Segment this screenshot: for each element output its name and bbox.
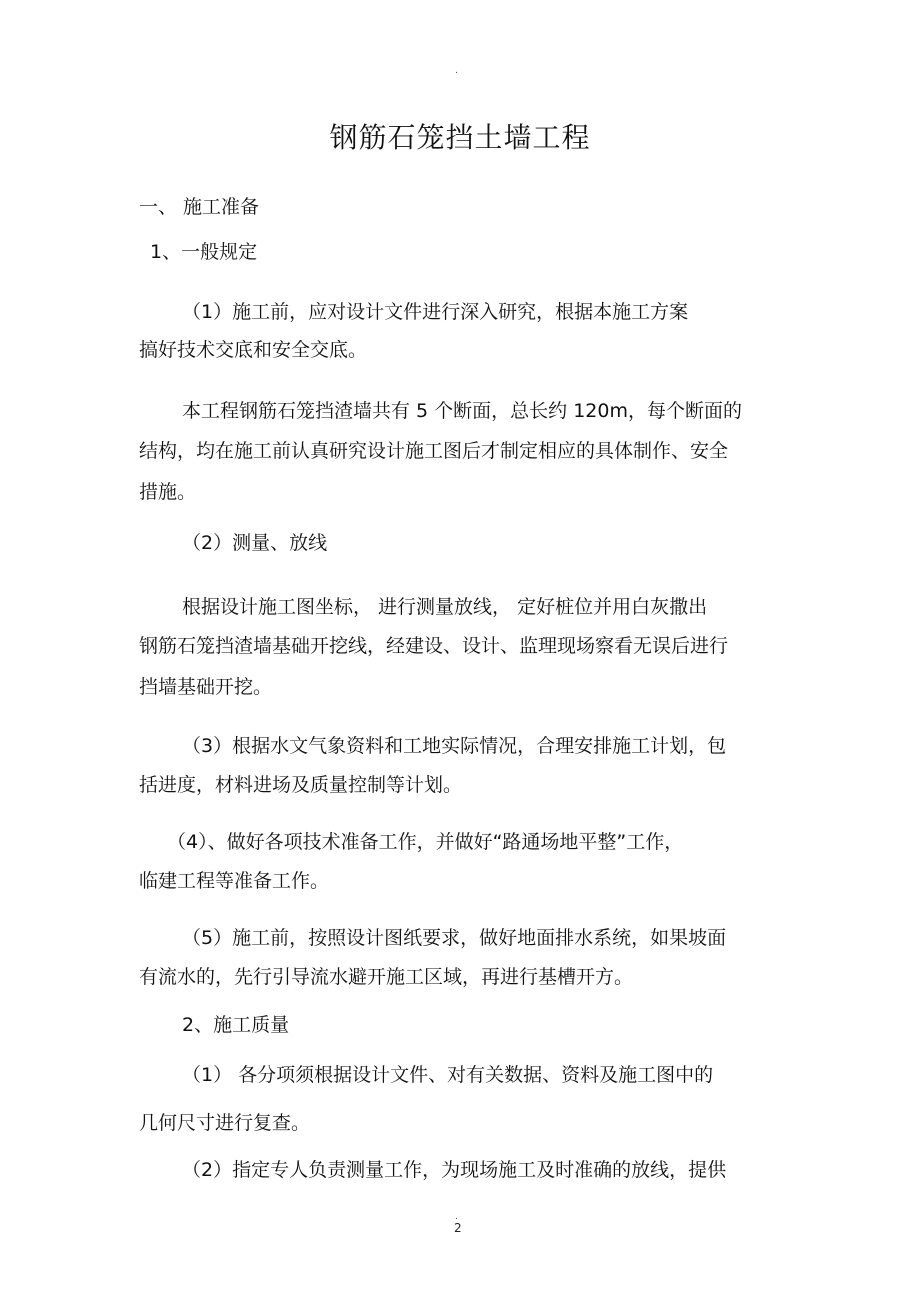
footer-mark: . <box>455 1212 458 1222</box>
paragraph-line: 挡墙基础开挖。 <box>139 676 273 698</box>
document-title: 钢筋石笼挡土墙工程 <box>329 121 591 154</box>
paragraph-line: （1） 各分项须根据设计文件、对有关数据、资料及施工图中的 <box>182 1064 714 1086</box>
paragraph-line: 搞好技术交底和安全交底。 <box>139 339 368 361</box>
paragraph-line: 本工程钢筋石笼挡渣墙共有 5 个断面，总长约 120m，每个断面的 <box>182 400 742 422</box>
paragraph-line: （2）测量、放线 <box>182 532 328 554</box>
paragraph-line: （2）指定专人负责测量工作，为现场施工及时准确的放线，提供 <box>182 1159 727 1181</box>
paragraph-line: （5）施工前，按照设计图纸要求，做好地面排水系统，如果坡面 <box>182 927 727 949</box>
paragraph-line: （4）、做好各项技术准备工作，并做好“路通场地平整”工作， <box>167 831 684 853</box>
paragraph-line: 临建工程等准备工作。 <box>139 870 330 892</box>
paragraph-line: （3）根据水文气象资料和工地实际情况，合理安排施工计划，包 <box>182 735 727 757</box>
paragraph-line: 几何尺寸进行复查。 <box>139 1112 311 1134</box>
paragraph-line: 括进度，材料进场及质量控制等计划。 <box>139 774 463 796</box>
paragraph-line: 有流水的，先行引导流水避开施工区域，再进行基槽开方。 <box>139 966 634 988</box>
paragraph-line: （1）施工前，应对设计文件进行深入研究，根据本施工方案 <box>182 301 689 323</box>
section-heading: 一、 施工准备 <box>139 196 260 218</box>
paragraph-line: 根据设计施工图坐标， 进行测量放线， 定好桩位并用白灰撒出 <box>182 596 708 618</box>
page-number: 2 <box>454 1221 462 1235</box>
paragraph-line: 结构，均在施工前认真研究设计施工图后才制定相应的具体制作、安全 <box>139 440 729 462</box>
paragraph-line: 钢筋石笼挡渣墙基础开挖线，经建设、设计、监理现场察看无误后进行 <box>139 635 729 657</box>
paragraph-line: 措施。 <box>139 481 197 503</box>
subsection-heading: 1、一般规定 <box>150 241 258 263</box>
subsection-heading: 2、施工质量 <box>182 1014 290 1036</box>
header-mark: . <box>455 66 458 76</box>
